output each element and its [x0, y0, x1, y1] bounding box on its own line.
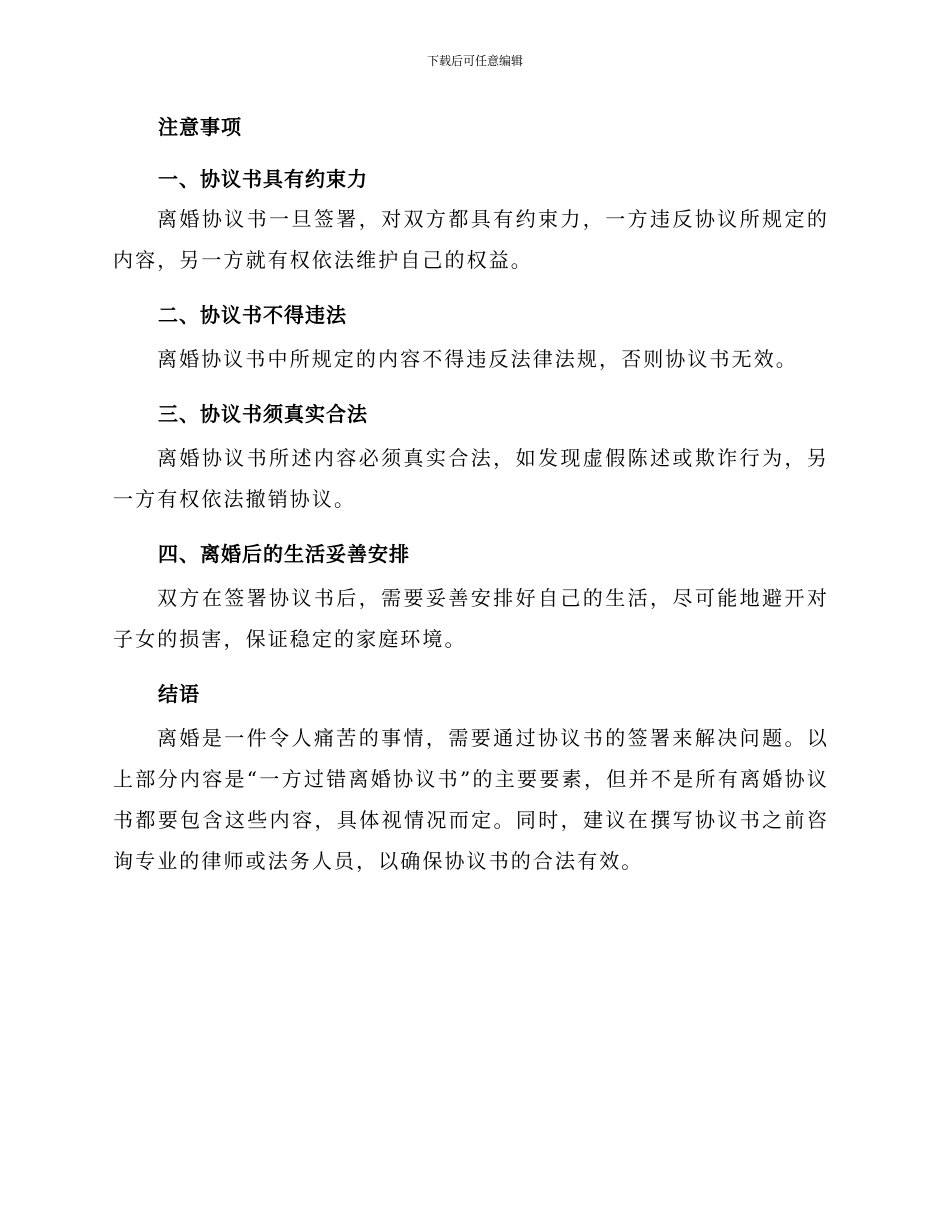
document-content — [113, 107, 829, 882]
section-heading-3: 三、协议书须真实合法 — [158, 402, 368, 426]
document-title: 注意事项 — [158, 115, 242, 139]
section-heading-4: 四、离婚后的生活妥善安排 — [158, 542, 410, 566]
section-heading-1: 一、协议书具有约束力 — [158, 167, 368, 191]
header-note: 下载后可任意编辑 — [426, 54, 523, 68]
section-body-1: 离婚协议书一旦签署，对双方都具有约束力，一方违反协议所规定的内容，另一方就有权依法维护自己的权益。 — [113, 207, 829, 272]
conclusion-heading: 结语 — [158, 682, 200, 706]
section-body-3: 离婚协议书所述内容必须真实合法，如发现虚假陈述或欺诈行为，另一方有权依法撤销协议。 — [113, 446, 829, 511]
section-body-4: 双方在签署协议书后，需要妥善安排好自己的生活，尽可能地避开对子女的损害，保证稳定的家庭环境。 — [113, 586, 829, 651]
conclusion-body: 离婚是一件令人痛苦的事情，需要通过协议书的签署来解决问题。以上部分内容是“一方过错离婚协议书”的主要要素，但并不是所有离婚协议书都要包含这些内容，具体视情况而定。同时，建议在撰写协议书之前咨询专业的律师或法务人员，以确保协议书的合法有效。 — [113, 726, 829, 873]
section-heading-2: 二、协议书不得违法 — [158, 303, 347, 327]
section-body-2: 离婚协议书中所规定的内容不得违反法律法规，否则协议书无效。 — [157, 347, 798, 371]
